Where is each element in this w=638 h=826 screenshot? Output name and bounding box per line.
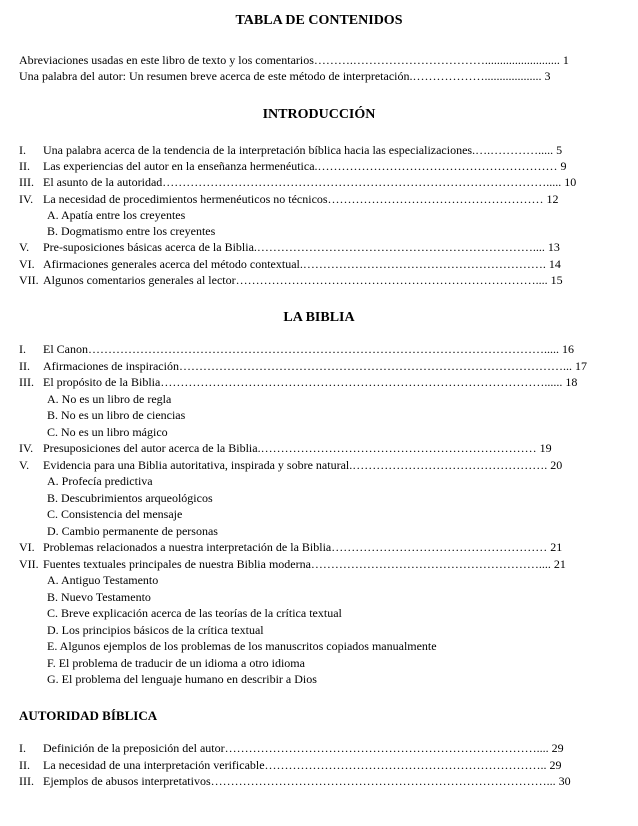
toc-entry-number: IV. [19,441,34,455]
toc-entry-number: IV. [19,192,34,206]
toc-entry-number: V. [19,240,30,254]
toc-front-1: Abreviaciones usadas en este libro de texto y los comentarios……….……………………………......................... 1 [19,53,569,67]
toc-entry-text: Presuposiciones del autor acerca de la Biblia.…………………………………………………………… 19 [43,441,552,455]
toc-subentry: C. Consistencia del mensaje [47,507,183,521]
toc-subentry: A. Profecía predictiva [47,474,153,488]
toc-entry-text: Pre-suposiciones básicas acerca de la Biblia.…………………………………………………………….... 13 [43,240,560,254]
toc-entry-number: V. [19,458,30,472]
toc-subentry: C. No es un libro mágico [47,425,168,439]
toc-entry-text: El asunto de la autoridad……………………………………………………………………………………..... 10 [43,175,577,189]
toc-subentry: A. Apatía entre los creyentes [47,208,186,222]
toc-entry-number: VII. [19,557,39,571]
toc-subentry: A. No es un libro de regla [47,392,172,406]
toc-entry-text: Ejemplos de abusos interpretativos…………………………………………………………………………... 30 [43,774,571,788]
section-heading-la-biblia: LA BIBLIA [283,310,355,325]
toc-subentry: F. El problema de traducir de un idioma a otro idioma [47,656,305,670]
toc-subentry: C. Breve explicación acerca de las teorías de la crítica textual [47,606,342,620]
toc-entry-number: II. [19,359,30,373]
toc-entry-number: II. [19,159,30,173]
toc-entry-text: Problemas relacionados a nuestra interpretación de la Biblia……………………………………………… 21 [43,540,563,554]
toc-entry-text: Afirmaciones generales acerca del método contextual.……………………………………………………. 14 [43,257,561,271]
toc-entry-number: VI. [19,540,35,554]
toc-entry-text: Una palabra acerca de la tendencia de la interpretación bíblica hacia las especializaciones.….…………..... 5 [43,143,563,157]
toc-subentry: E. Algunos ejemplos de los problemas de los manuscritos copiados manualmente [47,639,437,653]
toc-entry-number: I. [19,342,26,356]
toc-entry-number: III. [19,774,34,788]
toc-entry-text: Algunos comentarios generales al lector………………………………………………………………….... 15 [43,273,563,287]
toc-entry-text: Fuentes textuales principales de nuestra Biblia moderna………………………………………………….... 21 [43,557,566,571]
toc-entry-text: La necesidad de procedimientos hermenéuticos no técnicos……………………………………………… 12 [43,192,559,206]
toc-subentry: B. Dogmatismo entre los creyentes [47,224,216,238]
toc-entry-number: VI. [19,257,35,271]
toc-entry-text: Evidencia para una Biblia autoritativa, inspirada y sobre natural.…………………………………………. 20 [43,458,563,472]
toc-entry-number: III. [19,375,34,389]
section-heading-autoridad-biblica: AUTORIDAD BÍBLICA [19,708,158,723]
toc-subentry: B. No es un libro de ciencias [47,408,186,422]
toc-subentry: D. Cambio permanente de personas [47,524,218,538]
document-title: TABLA DE CONTENIDOS [235,13,403,28]
toc-entry-text: Afirmaciones de inspiración……………………………………………………………………………………... 17 [43,359,587,373]
toc-entry-text: Las experiencias del autor en la enseñanza hermenéutica.…………………………………………………… 9 [43,159,567,173]
toc-subentry: A. Antiguo Testamento [47,573,159,587]
toc-subentry: G. El problema del lenguaje humano en describir a Dios [47,672,317,686]
toc-entry-number: I. [19,741,26,755]
toc-entry-text: El propósito de la Biblia……………………………………………………………………………………...... 18 [43,375,578,389]
toc-subentry: B. Descubrimientos arqueológicos [47,491,213,505]
toc-entry-number: II. [19,758,30,772]
section-heading-introduccion: INTRODUCCIÓN [262,107,376,122]
toc-subentry: D. Los principios básicos de la crítica textual [47,623,264,637]
toc-entry-text: Definición de la preposición del autor…………………………………………………………………….... 29 [43,741,564,755]
toc-front-2: Una palabra del autor: Un resumen breve acerca de este método de interpretación.………………................... 3 [19,69,551,83]
toc-entry-text: La necesidad de una interpretación verificable…………………………………………………………….. 29 [43,758,562,772]
toc-entry-text: El Canon……………………………………………………………………………………………………..... 16 [43,342,574,356]
toc-entry-number: VII. [19,273,39,287]
toc-entry-number: I. [19,143,26,157]
toc-subentry: B. Nuevo Testamento [47,590,151,604]
toc-entry-number: III. [19,175,34,189]
